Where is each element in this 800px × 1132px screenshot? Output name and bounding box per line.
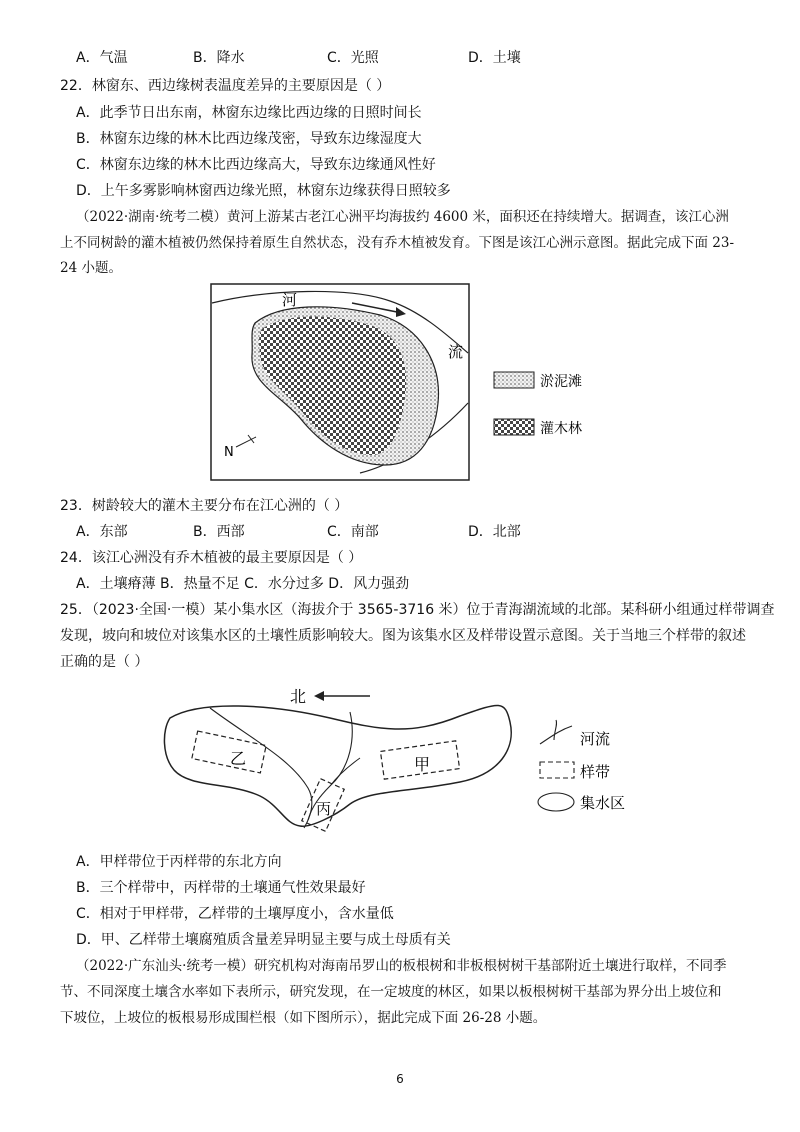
legend-river-symbol <box>540 720 572 744</box>
q22-option-c: C．林窗东边缘的林木比西边缘高大，导致东边缘通风性好 <box>76 157 436 173</box>
q25-option-a: A．甲样带位于丙样带的东北方向 <box>76 854 282 870</box>
north-arrow-head <box>314 691 324 701</box>
legend-sediment-label: 淤泥滩 <box>540 374 582 390</box>
q23-option-b: B．西部 <box>193 524 245 540</box>
q21-option-a: A．气温 <box>76 50 128 66</box>
passage-23-24-line-2: 上不同树龄的灌木植被仍然保持着原生自然状态，没有乔木植被发育。下图是该江心洲示意图。据此完成下面 23- <box>60 235 735 251</box>
passage-26-28-line-3: 下坡位，上坡位的板根易形成围栏根（如下图所示），据此完成下面 26-28 小题。 <box>60 1010 547 1026</box>
q24-stem: 24．该江心洲没有乔木植被的最主要原因是（ ） <box>60 550 363 566</box>
passage-26-28-line-1: （2022·广东汕头·统考一模）研究机构对海南吊罗山的板根树和非板根树树干基部附近土壤进行取样，不同季 <box>76 958 727 974</box>
legend-catchment-label: 集水区 <box>580 794 626 812</box>
passage-23-24-line-1: （2022·湖南·统考二模）黄河上游某古老江心洲平均海拔约 4600 米，面积还在持续增大。据调查，该江心洲 <box>76 209 729 225</box>
north-label: N <box>224 445 234 460</box>
q23-option-c: C．南部 <box>327 524 379 540</box>
page-number: 6 <box>396 1072 404 1086</box>
legend-sediment-swatch <box>494 372 534 388</box>
zone-c-label: 丙 <box>316 800 332 818</box>
legend-shrub-label: 灌木林 <box>540 421 582 437</box>
q23-option-d: D．北部 <box>468 524 521 540</box>
river-label-1: 河 <box>282 291 298 309</box>
legend-belt-symbol <box>540 762 574 778</box>
q23-stem: 23．树龄较大的灌木主要分布在江心洲的（ ） <box>60 498 349 514</box>
q21-option-d: D．土壤 <box>468 50 521 66</box>
catchment-map <box>160 678 660 838</box>
q22-option-b: B．林窗东边缘的林木比西边缘茂密，导致东边缘湿度大 <box>76 131 422 147</box>
passage-23-24-line-3: 24 小题。 <box>60 260 122 276</box>
q22-option-d: D．上午多雾影响林窗西边缘光照，林窗东边缘获得日照较多 <box>76 183 451 199</box>
river-label-2: 流 <box>448 343 464 361</box>
sample-belt-b <box>192 731 266 773</box>
q21-option-b: B．降水 <box>193 50 245 66</box>
q22-stem: 22．林窗东、西边缘树表温度差异的主要原因是（ ） <box>60 78 391 94</box>
passage-26-28-line-2: 节、不同深度土壤含水率如下表所示，研究发现，在一定坡度的林区，如果以板根树树干基部为界分出上坡位和 <box>60 984 722 1000</box>
q24-options: A．土壤瘠薄 B．热量不足 C．水分过多 D．风力强劲 <box>76 576 410 592</box>
q25-stem-line-3: 正确的是（ ） <box>60 654 149 670</box>
river-west <box>210 708 312 828</box>
q21-option-c: C．光照 <box>327 50 379 66</box>
q25-option-b: B．三个样带中，丙样带的土壤通气性效果最好 <box>76 880 366 896</box>
q25-option-c: C．相对于甲样带，乙样带的土壤厚度小，含水量低 <box>76 906 394 922</box>
catchment-outline <box>164 705 511 826</box>
q22-option-a: A．此季节日出东南，林窗东边缘比西边缘的日照时间长 <box>76 105 422 121</box>
legend-catchment-symbol <box>538 793 574 811</box>
q25-stem-line-1: 25．（2023·全国·一模）某小集水区（海拔介于 3565-3716 米）位于青海湖流域的北部。某科研小组通过样带调查 <box>60 602 775 618</box>
legend-shrub-swatch <box>494 419 534 435</box>
legend-river-label: 河流 <box>580 730 611 748</box>
zone-b-label: 乙 <box>230 749 247 768</box>
q25-stem-line-2: 发现，坡向和坡位对该集水区的土壤性质影响较大。图为该集水区及样带设置示意图。关于当地三个样带的叙述 <box>60 628 746 644</box>
q25-option-d: D．甲、乙样带土壤腐殖质含量差异明显主要与成土母质有关 <box>76 932 451 948</box>
zone-a-label: 甲 <box>414 755 431 774</box>
legend-belt-label: 样带 <box>580 763 611 781</box>
q23-option-a: A．东部 <box>76 524 128 540</box>
river-island-map <box>210 283 630 483</box>
north-label-2: 北 <box>290 687 307 706</box>
